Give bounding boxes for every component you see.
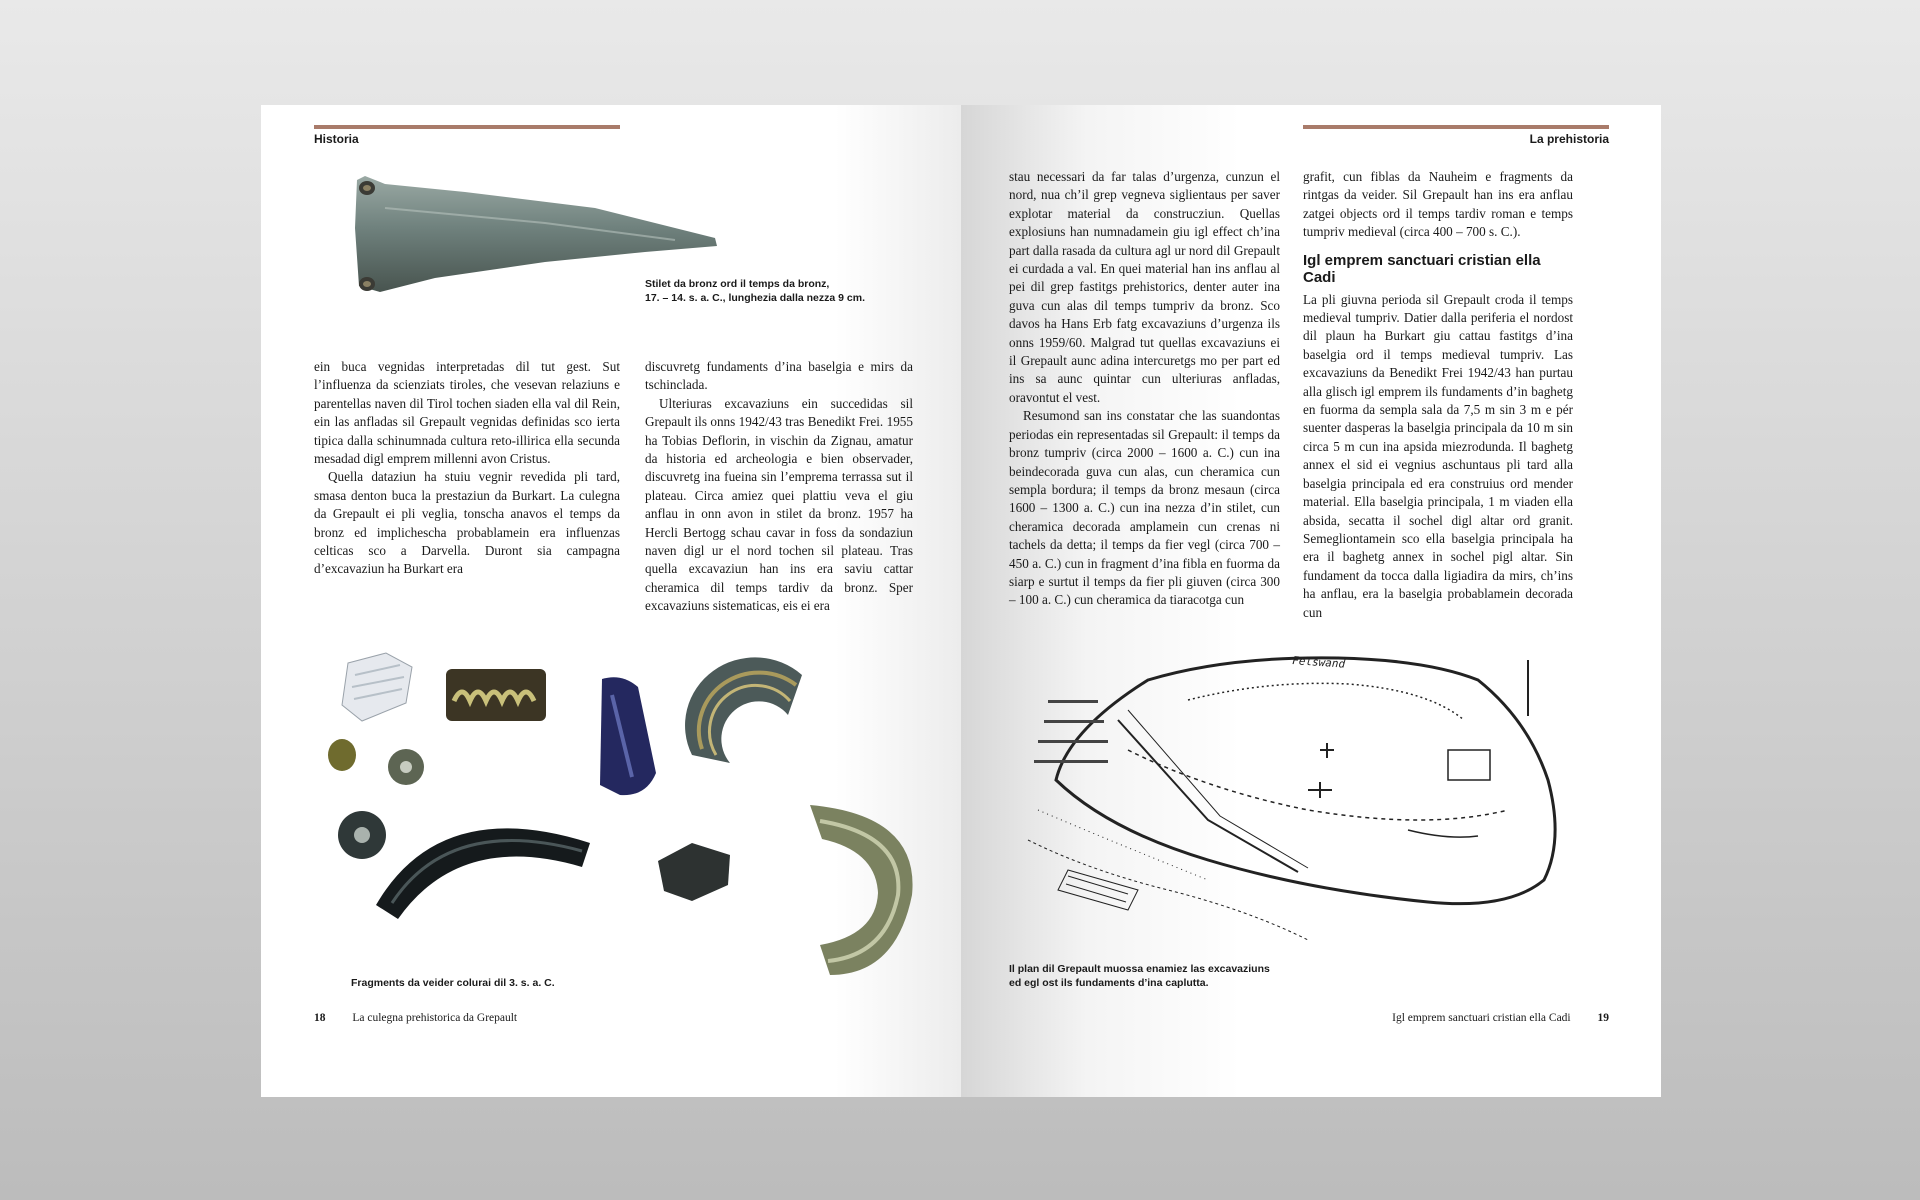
left-text-column-2: discuvretg fundaments d’ina baselgia e mirs da tschinclada. Ulteriuras excavaziuns ein succedidas sil Grepault ils onns 1942/43 tras Benedikt Frei. 1955 ha Tobias Deflorin, in vischin da Zignau, amatur da historia ed archeologia e bien observader, discuvretg ina fueina sin l’emprema terrassa sut il plateau. Circa amiez quei plattiu veva el giu anflau in onn avon in stilet da bronz. 1957 ha Hercli Bertogg schau cavar in foss da sondaziun naven digl ur el nord tochen sil plateau. Tras quella excavaziun han ins era saviu cattar cheramica dil temps tardiv da bronz. Sper excavaziuns sistematicas, eis ei era xyxy=(645,359,913,614)
map-label-felswand: Felswand xyxy=(1291,654,1346,671)
page-number-left: 18 xyxy=(314,1012,326,1024)
left-folio-title: La culegna prehistorica da Grepault xyxy=(352,1012,518,1024)
right-text-column-1: stau necessari da far talas d’urgenza, cunzun el nord, nua ch’il grep vegneva siglientaus per saver explotar material da construcziun. Quellas explosiuns han numnadamein giu igl effect ch’ina part dalla rasada da cultura agl ur nord dil Grepault ei curdada a val. En quei material han ins anflau al pei dil grep fastitgs prehistorics, denter auter ina guva cun alas dil temps tumpriv da bronz. Sco davos ha Hans Erb fatg excavaziuns d’urgenza ils onns 1959/60. Malgrad tut quellas excavaziuns ei il Grepault aunc adina intercuretgs mo per part ed ins sa aunc quintar cun ulteriuras anfladas, oravontut el vest. Resumond san ins constatar che las suandontas periodas ein representadas sil Grepault: il temps da bronz tumpriv (circa 2000 – 1600 a. C.) cun ina beindecorada guva cun alas, cun cheramica cun sempla bordura; il temps da bronz mesaun (circa 1600 – 1300 a. C.) cun ina nezza d’in stilet, cun cheramica decorada amplamein cun crenas ni tachels da detta; il temps da fier vegl (circa 700 – 450 a. C.) cun in fragment d’ina fibla en fuorma da siarp e surtut il temps da fier pli giuven (circa 300 – 100 a. C.) cun cheramica da tiaracotga cun xyxy=(1009,169,1280,608)
right-text-column-2: grafit, cun fiblas da Nauheim e fragments da rintgas da veider. Sil Grepault han ins era anflau zatgei objects ord il temps tardiv roman e temps tumpriv medieval (circa 400 – 700 s. C.). Igl emprem sanctuari cristian ella Cadi La pli giuvna perioda sil Grepault croda il temps medieval tumpriv. Datier dalla periferia el nordost dil plaun ha Burkart giu cattau fastitgs d’ina baselgia ord il temps medieval tumpriv. Las excavaziuns da Benedikt Frei 1942/43 han purtau alla glisch igl emprem ils fundaments d’in baghetg en fuorma da sempla sala da 7,5 m sin 3 m e pér suenter dasperas la baselgia principala da 10 m sin circa 5 m cun ina apsida miezrodunda. Il baghetg annex el sid ei vegnius aschuntaus pli tard alla baselgia principala ed era construius ord mender material. Ella baselgia principala, 1 m viaden ella absida, secatta il sochel digl altar ord granit. Semegliontamein sco ella baselgia principala ha era il baghetg annex in sochel pigl altar. Sin fundament da tocca dalla ligiadira da mirs, ch’ins ha anflau, era la baselgia probablamein decorada cun xyxy=(1303,169,1573,620)
left-running-head: Historia xyxy=(314,132,359,146)
fragments-caption: Fragments da veider colurai dil 3. s. a. C. xyxy=(351,977,555,989)
stilet-caption: Stilet da bronz ord il temps da bronz, 17. – 14. s. a. C., lunghezia dalla nezza 9 cm. xyxy=(645,278,866,304)
section-heading: Igl emprem sanctuari cristian ella Cadi xyxy=(1303,251,1541,286)
right-folio-title: Igl emprem sanctuari cristian ella Cadi xyxy=(1392,1012,1571,1024)
left-header-rule xyxy=(314,125,620,129)
left-text-column-1: ein buca vegnidas interpretadas dil tut gest. Sut l’influenza da scienziats tiroles, che vesevan relaziuns e parentellas naven dil Tirol tochen siaden ella val dil Rein, ein las anfladas sil Grepault vegnidas definidas sco ierta tipica dalla schinumnada cultura reto-illirica ella secunda mesadad digl emprem millenni avon Cristus. Quella dataziun ha stuiu vegnir revedida pli tard, smasa denton buca la prestaziun da Burkart. La culegna da Grepault ei pli veglia, tonscha anavos el temps da bronz ed implichescha probablamein era influenzas celticas sco a Darvella. Duront sia campagna d’excavaziun ha Burkart era xyxy=(314,359,620,577)
right-running-head: La prehistoria xyxy=(1529,132,1609,146)
right-header-rule xyxy=(1303,125,1609,129)
site-plan-image xyxy=(1008,640,1588,960)
left-folio xyxy=(314,1012,517,1024)
page-number-right: 19 xyxy=(1597,1012,1609,1024)
map-caption: Il plan dil Grepault muossa enamiez las excavaziuns ed egl ost ils fundaments d’ina caplutta. xyxy=(1009,963,1270,989)
right-folio xyxy=(1392,1012,1609,1024)
glass-fragments-image xyxy=(320,645,920,985)
